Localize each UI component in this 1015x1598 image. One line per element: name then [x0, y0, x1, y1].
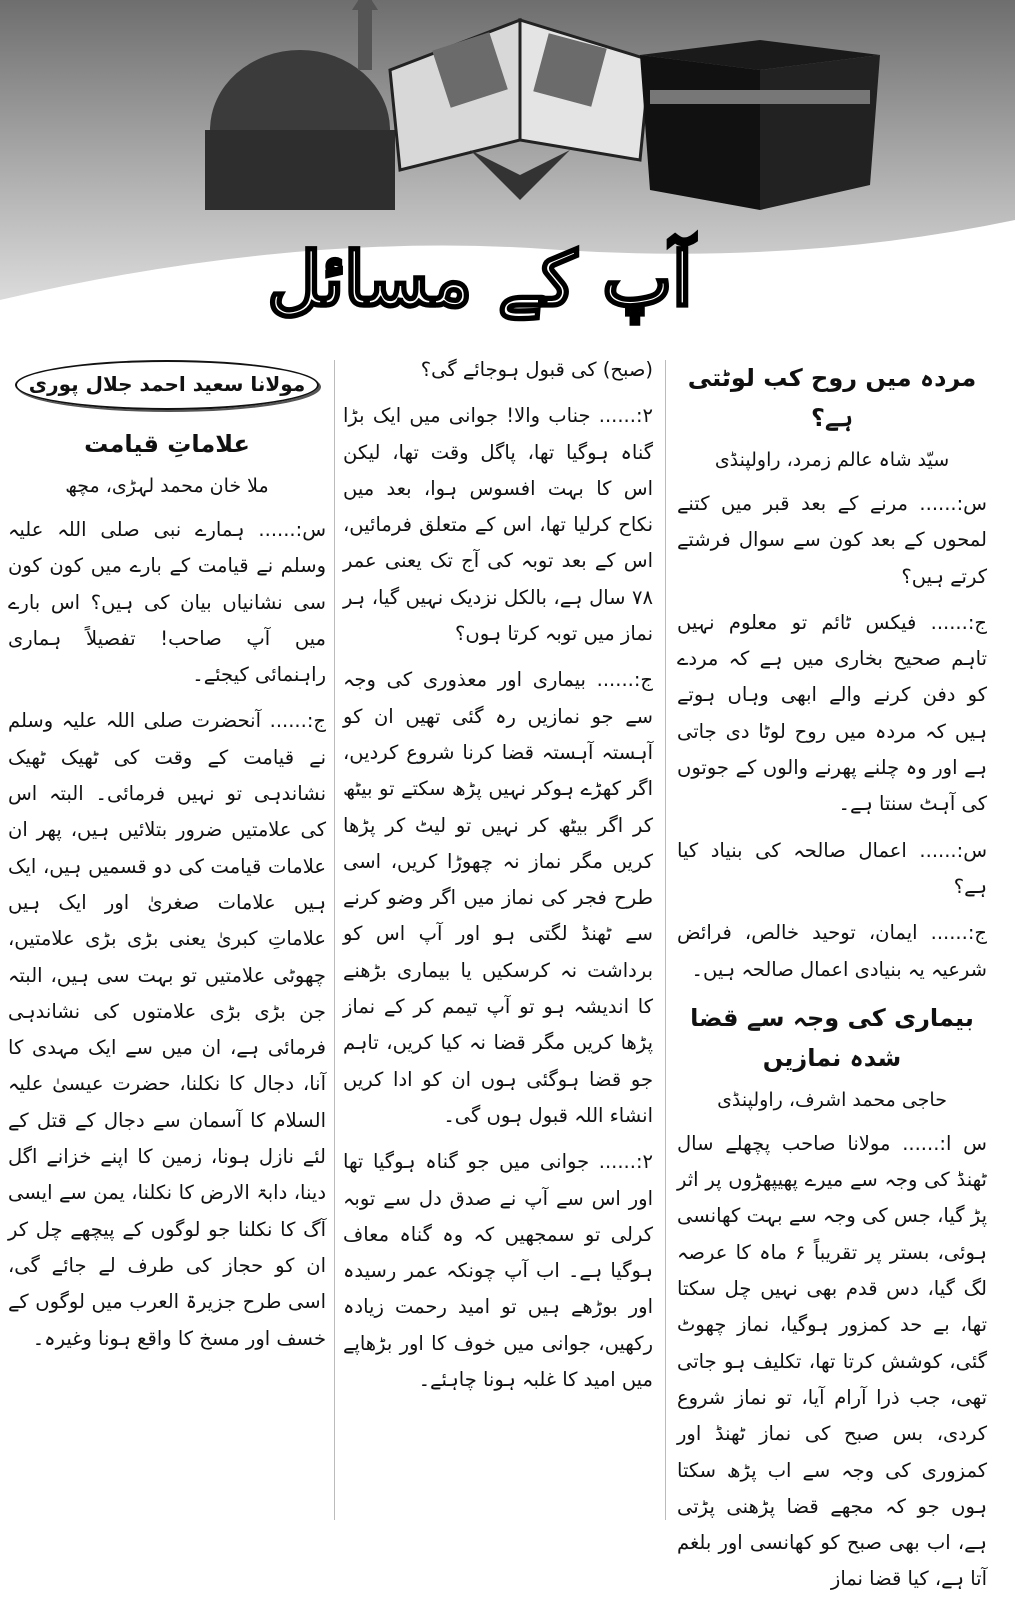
question-text: س:...... مرنے کے بعد قبر میں کتنے لمحوں کے بعد کون سے سوال فرشتے کرتے ہیں؟	[677, 492, 987, 588]
question-text: س:...... اعمال صالحہ کی بنیاد کیا ہے؟	[677, 838, 987, 898]
answer-text: ج:...... فیکس ٹائم تو معلوم نہیں تاہم صحیح بخاری میں ہے کہ مردے کو دفن کرنے والے ابھی وہاں ہوتے ہیں کہ مردہ میں روح لوٹا دی جاتی ہے اور وہ چلنے پھرنے والوں کے جوتوں کی آہٹ سنتا ہے۔	[677, 610, 987, 816]
question-text: س:...... ہمارے نبی صلی اللہ علیہ وسلم نے قیامت کے بارے میں کون کون سی نشانیاں بیان کی ہیں؟ اس بارے میں آپ صاحب! تفصیلاً ہماری راہنمائی کیجئے۔	[8, 518, 326, 687]
answer-text: ج:...... آنحضرت صلی اللہ علیہ وسلم نے قیامت کے وقت کی ٹھیک ٹھیک نشاندہی تو نہیں فرمائی۔ البتہ اس کی علامتیں ضرور بتلائیں ہیں، پھر ان علامات قیامت کی دو قسمیں ہیں، ایک ہیں علامات صغریٰ اور ایک ہیں علاماتِ کبریٰ یعنی بڑی بڑی علامتیں، چھوٹی علامتیں تو بہت سی ہیں، البتہ جن بڑی بڑی علامتوں کی نشاندہی فرمائی ہے، ان میں سے ایک مہدی کا آنا، دجال کا نکلنا، حضرت عیسیٰ علیہ السلام کا آسمان سے دجال کے قتل کے لئے نازل ہونا، زمین کا اپنے خزانے اگل دینا، دابۃ الارض کا نکلنا، یمن سے ایسی آگ کا نکلنا جو لوگوں کے پیچھے چل کر ان کو حجاز کی طرف لے جائے گی، اسی طرح جزیرۃ العرب میں لوگوں کے خسف اور مسخ کا واقع ہونا وغیرہ۔	[8, 709, 326, 1350]
question-text: س ا:...... مولانا صاحب پچھلے سال ٹھنڈ کی وجہ سے میرے پھیپھڑوں پر اثر پڑ گیا، جس کی وجہ سے بہت کھانسی ہوئی، بستر پر تقریباً ۶ ماہ کا عرصہ لگ گیا، دس قدم بھی نہیں چل سکتا تھا، بے حد کمزور ہوگیا، نماز چھوٹ گئی، کوشش کرتا تھا، تکلیف ہو جاتی تھی، جب ذرا آرام آیا، تو نماز شروع کردی، بس صبح کی نماز ٹھنڈ اور کمزوری کی وجہ سے اب پڑھ سکتا ہوں جو کہ مجھے قضا پڑھنی پڑتی ہے، اب بھی صبح کو کھانسی اور بلغم آتا ہے، کیا قضا نماز	[677, 1131, 987, 1591]
question-text: ۲:...... جناب والا! جوانی میں ایک بڑا گناہ ہوگیا تھا، پاگل وقت تھا، لیکن اس کا بہت افسوس ہوا، بعد میں نکاح کرلیا تھا، اس کے متعلق فرمائیں، اس کے بعد توبہ کی آج تک یعنی عمر ۷۸ سال ہے، بالکل نزدیک نہیں گیا، ہر نماز میں توبہ کرتا ہوں؟	[343, 404, 653, 646]
answer-text: ج:...... بیماری اور معذوری کی وجہ سے جو نمازیں رہ گئی تھیں ان کو آہستہ آہستہ قضا کرنا شروع کردیں، اگر کھڑے ہوکر نہیں پڑھ سکتے تو بیٹھ کر اگر بیٹھ کر نہیں تو لیٹ کر پڑھا کریں مگر نماز نہ چھوڑا کریں، اسی طرح فجر کی نماز میں اگر وضو کرنے سے ٹھنڈ لگتی ہو اور آپ اس کو برداشت نہ کرسکیں یا بیماری بڑھنے کا اندیشہ ہو تو آپ تیمم کر کے نماز پڑھا کریں مگر قضا نہ کیا کریں، تاہم جو قضا ہوگئی ہوں ان کو ادا کریں انشاء اللہ قبول ہوں گی۔	[343, 668, 653, 1127]
column-divider	[665, 360, 666, 1520]
article-heading: علاماتِ قیامت	[84, 430, 250, 458]
banner-title: آپ کے مسائل	[267, 237, 693, 323]
author-badge: مولانا سعید احمد جلال پوری	[15, 360, 319, 410]
answer-text: ج:...... ایمان، توحید خالص، فرائض شرعیہ یہ بنیادی اعمال صالحہ ہیں۔	[677, 921, 987, 981]
article-heading: بیماری کی وجہ سے قضا شدہ نمازیں	[690, 1003, 974, 1072]
middle-column	[343, 352, 653, 1522]
kaaba-icon	[640, 40, 880, 210]
column-divider	[334, 360, 335, 1520]
banner-artwork	[0, 0, 1015, 352]
left-column	[8, 352, 326, 1522]
answer-text: ۲:...... جوانی میں جو گناہ ہوگیا تھا اور اس سے آپ نے صدق دل سے توبہ کرلی تو سمجھیں کہ وہ گناہ معاف ہوگیا ہے۔ اب آپ چونکہ عمر رسیدہ اور بوڑھے ہیں تو امید رحمت زیادہ رکھیں، جوانی میں خوف کا اور بڑھاپے میں امید کا غلبہ ہونا چاہئے۔	[343, 1150, 653, 1392]
questioner-name: حاجی محمد اشرف، راولپنڈی	[717, 1088, 947, 1111]
questioner-name: ملا خان محمد لہڑی، مچھ	[65, 475, 269, 497]
questioner-name: سیّد شاہ عالم زمرد، راولپنڈی	[714, 449, 950, 471]
continued-text: (صبح) کی قبول ہوجائے گی؟	[420, 358, 653, 381]
header-banner	[0, 0, 1015, 352]
article-heading: مردہ میں روح کب لوٹتی ہے؟	[687, 364, 977, 432]
right-column	[677, 352, 987, 1591]
